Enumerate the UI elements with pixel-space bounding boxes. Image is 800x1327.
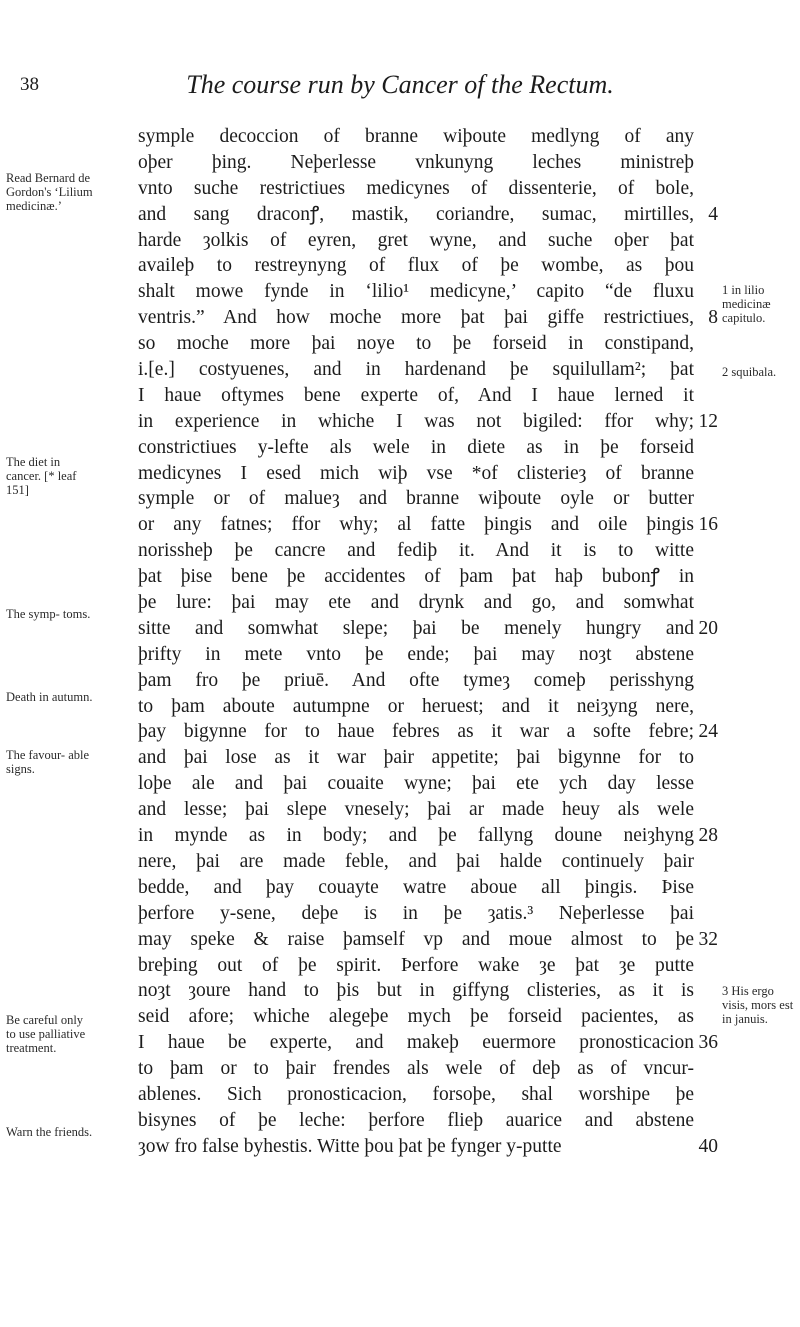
line-number: 40 bbox=[698, 1135, 718, 1157]
text-line: shalt mowe fynde in ‘lilio¹ medicyne,’ capito “de fluxu bbox=[138, 281, 694, 303]
text-line: sitte and somwhat slepe; þai be menely hungry and 20 bbox=[138, 616, 694, 642]
running-header bbox=[0, 60, 800, 100]
text-line: breþing out of þe spirit. Þerfore wake ȝe þat ȝe putte bbox=[138, 954, 694, 976]
text-line: harde ȝolkis of eyren, gret wyne, and suche oþer þat bbox=[138, 229, 694, 251]
text-line: availeþ to restreynyng of flux of þe wombe, as þou bbox=[138, 255, 694, 277]
footnote-2: 2 squibala. bbox=[722, 365, 777, 379]
text-line: may speke & raise þamself vp and moue almost to þe 32 bbox=[138, 927, 694, 953]
text-line: norissheþ þe cancre and fediþ it. And it is to witte bbox=[138, 540, 694, 562]
text-line: and lesse; þai slepe vnesely; þai ar made heuy als wele bbox=[138, 799, 694, 821]
text-line: so moche more þai noye to þe forseid in constipand, bbox=[138, 333, 694, 355]
line-number: 8 bbox=[708, 307, 718, 329]
line-number: 4 bbox=[708, 203, 718, 225]
text-line: or any fatnes; ffor why; al fatte þingis and oile þingis 16 bbox=[138, 512, 694, 538]
text-line: þrifty in mete vnto þe ende; þai may noȝt abstene bbox=[138, 643, 694, 665]
footnote-3: 3 His ergo visis, mors est in januis. bbox=[722, 984, 794, 1026]
text-line: þe lure: þai may ete and drynk and go, and somwhat bbox=[138, 592, 694, 614]
text-line: vnto suche restrictiues medicynes of dissenterie, of bole, bbox=[138, 177, 694, 199]
line-number: 20 bbox=[698, 617, 718, 639]
text-line: constrictiues y-lefte als wele in diete as in þe forseid bbox=[138, 436, 694, 458]
text-line: bedde, and þay couayte watre aboue all þingis. Þise bbox=[138, 876, 694, 898]
page-number: 38 bbox=[20, 74, 39, 95]
line-number: 16 bbox=[698, 514, 718, 536]
line-number: 28 bbox=[698, 825, 718, 847]
text-line: loþe ale and þai couaite wyne; þai ete ych day lesse bbox=[138, 773, 694, 795]
line-number: 32 bbox=[698, 928, 718, 950]
margin-note-favourable-signs: The favour- able signs. bbox=[6, 748, 90, 776]
line-number: 24 bbox=[698, 721, 718, 743]
text-line: in experience in whiche I was not bigiled: ffor why; 12 bbox=[138, 409, 694, 435]
text-line: and þai lose as it war þair appetite; þai bigynne for to bbox=[138, 747, 694, 769]
text-line: bisynes of þe leche: þerfore flieþ auarice and abstene bbox=[138, 1109, 694, 1131]
line-number: 12 bbox=[698, 410, 718, 432]
text-line: seid afore; whiche alegeþe mych þe forseid pacientes, as bbox=[138, 1006, 694, 1028]
text-line: I haue oftymes bene experte of, And I haue lerned it bbox=[138, 384, 694, 406]
text-line: in mynde as in body; and þe fallyng doune neiȝhyng 28 bbox=[138, 823, 694, 849]
text-line: ventris.” And how moche more þat þai giffe restrictiues, 8 bbox=[138, 305, 694, 331]
text-line: to þam aboute autumpne or heruest; and it neiȝyng nere, bbox=[138, 695, 694, 717]
text-line: oþer þing. Neþerlesse vnkunyng leches ministreþ bbox=[138, 151, 694, 173]
text-line: nere, þai are made feble, and þai halde continuely þair bbox=[138, 850, 694, 872]
text-line: symple or of malueȝ and branne wiþoute oyle or butter bbox=[138, 488, 694, 510]
margin-note-read-bernard: Read Bernard de Gordon's ‘Lilium medicinæ.’ bbox=[6, 171, 93, 213]
margin-note-palliative: Be careful only to use palliative treatment. bbox=[6, 1013, 86, 1055]
text-line: noȝt ȝoure hand to þis but in giffyng clisteries, as it is bbox=[138, 980, 694, 1002]
text-line: þerfore y-sene, deþe is in þe ȝatis.³ Neþerlesse þai bbox=[138, 902, 694, 924]
margin-note-death-autumn: Death in autumn. bbox=[6, 690, 93, 704]
margin-note-symptoms: The symp- toms. bbox=[6, 607, 91, 621]
text-line: þam fro þe priuē. And ofte tymeȝ comeþ perisshyng bbox=[138, 669, 694, 691]
main-text bbox=[138, 124, 718, 1160]
running-title: The course run by Cancer of the Rectum. bbox=[186, 70, 614, 99]
text-line: to þam or to þair frendes als wele of deþ as of vncur- bbox=[138, 1058, 694, 1080]
text-line: þay bigynne for to haue febres as it war a softe febre; 24 bbox=[138, 719, 694, 745]
text-line: þat þise bene þe accidentes of þam þat haþ bubonꝭ in bbox=[138, 566, 694, 588]
text-line: medicynes I esed mich wiþ vse *of clisterieȝ of branne bbox=[138, 462, 694, 484]
text-line: I haue be experte, and makeþ euermore pronosticacion 36 bbox=[138, 1030, 694, 1056]
text-line: symple decoccion of branne wiþoute medlyng of any bbox=[138, 126, 694, 147]
line-number: 36 bbox=[698, 1032, 718, 1054]
text-line: ablenes. Sich pronosticacion, forsoþe, shal worshipe þe bbox=[138, 1083, 694, 1105]
margin-note-warn-friends: Warn the friends. bbox=[6, 1125, 93, 1139]
text-line: ȝow fro false byhestis. Witte þou þat þe fynger y-putte 40 bbox=[138, 1134, 694, 1160]
text-line: and sang draconꝭ, mastik, coriandre, sumac, mirtilles, 4 bbox=[138, 202, 694, 228]
margin-note-diet: The diet in cancer. [* leaf 151] bbox=[6, 455, 77, 497]
text-line: i.[e.] costyuenes, and in hardenand þe squilullam²; þat bbox=[138, 359, 694, 381]
footnote-1: 1 in lilio medicinæ capitulo. bbox=[722, 283, 771, 325]
